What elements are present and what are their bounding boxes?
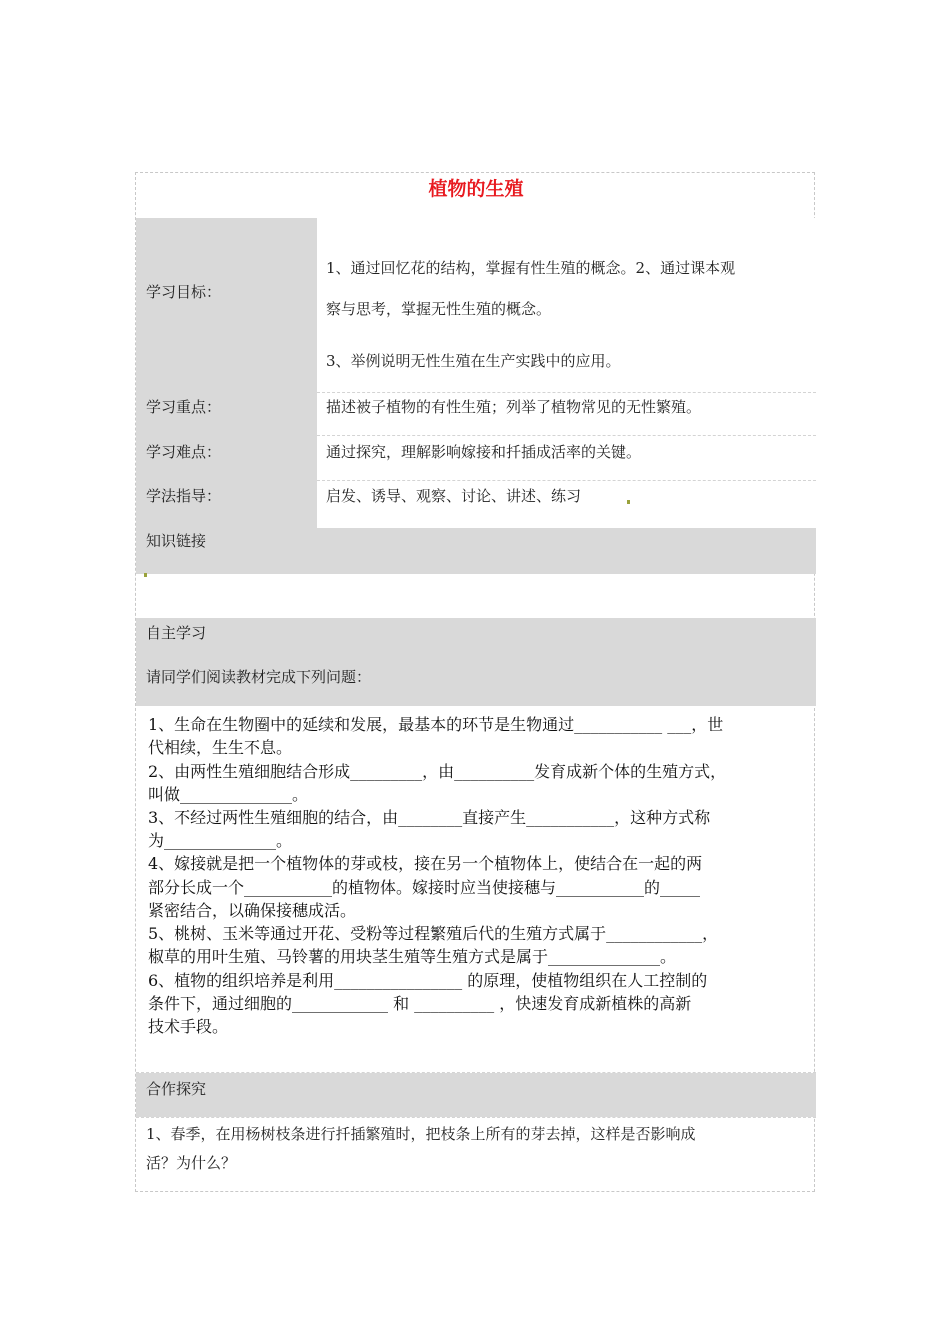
question-line: 技术手段。 [148, 1017, 229, 1036]
worksheet [135, 172, 815, 1192]
question-line: 叫做______________。 [148, 785, 309, 804]
question-line: 2、由两性生殖细胞结合形成_________，由__________发育成新个体的生殖方式， [148, 762, 727, 781]
page-title: 植物的生殖 [428, 178, 524, 200]
cooperation-question-line-2: 活？为什么？ [146, 1154, 237, 1172]
self-study-heading: 自主学习 [146, 624, 207, 642]
question-line: 条件下，通过细胞的____________ 和 __________ ，快速发育成新植株的高新 [148, 994, 692, 1013]
difficulties-text: 通过探究，理解影响嫁接和扦插成活率的关键。 [326, 443, 642, 461]
question-line: 6、植物的组织培养是利用________________ 的原理，使植物组织在人工控制的 [148, 971, 708, 990]
question-line: 部分长成一个___________的植物体。嫁接时应当使接穗与___________的_____ [148, 878, 701, 897]
knowledge-link-band [136, 528, 816, 574]
paragraph-mark [144, 573, 147, 577]
paragraph-mark [627, 500, 630, 504]
objectives-line-3: 3、举例说明无性生殖在生产实践中的应用。 [326, 352, 621, 370]
key-points-text: 描述被子植物的有性生殖；列举了植物常见的无性繁殖。 [326, 398, 702, 416]
self-study-band [136, 618, 816, 706]
question-line: 代相续，生生不息。 [148, 738, 293, 757]
key-points-label: 学习重点： [146, 398, 222, 416]
method-text: 启发、诱导、观察、讨论、讲述、练习 [326, 487, 582, 505]
cooperation-band [136, 1073, 816, 1117]
objectives-line-2: 察与思考，掌握无性生殖的概念。 [326, 300, 552, 318]
objectives-label: 学习目标： [146, 283, 222, 301]
question-line: 5、桃树、玉米等通过开花、受粉等过程繁殖后代的生殖方式属于____________， [148, 924, 719, 943]
method-label: 学法指导： [146, 487, 222, 505]
cooperation-heading: 合作探究 [146, 1080, 207, 1098]
objectives-line-1: 1、通过回忆花的结构，掌握有性生殖的概念。2、通过课本观 [326, 259, 736, 277]
question-line: 为______________。 [148, 831, 293, 850]
question-line: 1、生命在生物圈中的延续和发展，最基本的环节是生物通过___________ ___，世 [148, 715, 724, 734]
question-line: 紧密结合，以确保接穗成活。 [148, 901, 357, 920]
question-line: 3、不经过两性生殖细胞的结合，由________直接产生___________，这种方式称 [148, 808, 711, 827]
difficulties-label: 学习难点： [146, 443, 222, 461]
question-line: 4、嫁接就是把一个植物体的芽或枝，接在另一个植物体上，使结合在一起的两 [148, 854, 703, 873]
self-study-instruction: 请同学们阅读教材完成下列问题： [146, 668, 372, 686]
cooperation-question-line-1: 1、春季，在用杨树枝条进行扦插繁殖时，把枝条上所有的芽去掉，这样是否影响成 [146, 1125, 696, 1143]
knowledge-link-heading: 知识链接 [146, 532, 207, 550]
question-line: 椒草的用叶生殖、马铃薯的用块茎生殖等生殖方式是属于______________。 [148, 947, 677, 966]
objectives-label-column [136, 218, 317, 528]
